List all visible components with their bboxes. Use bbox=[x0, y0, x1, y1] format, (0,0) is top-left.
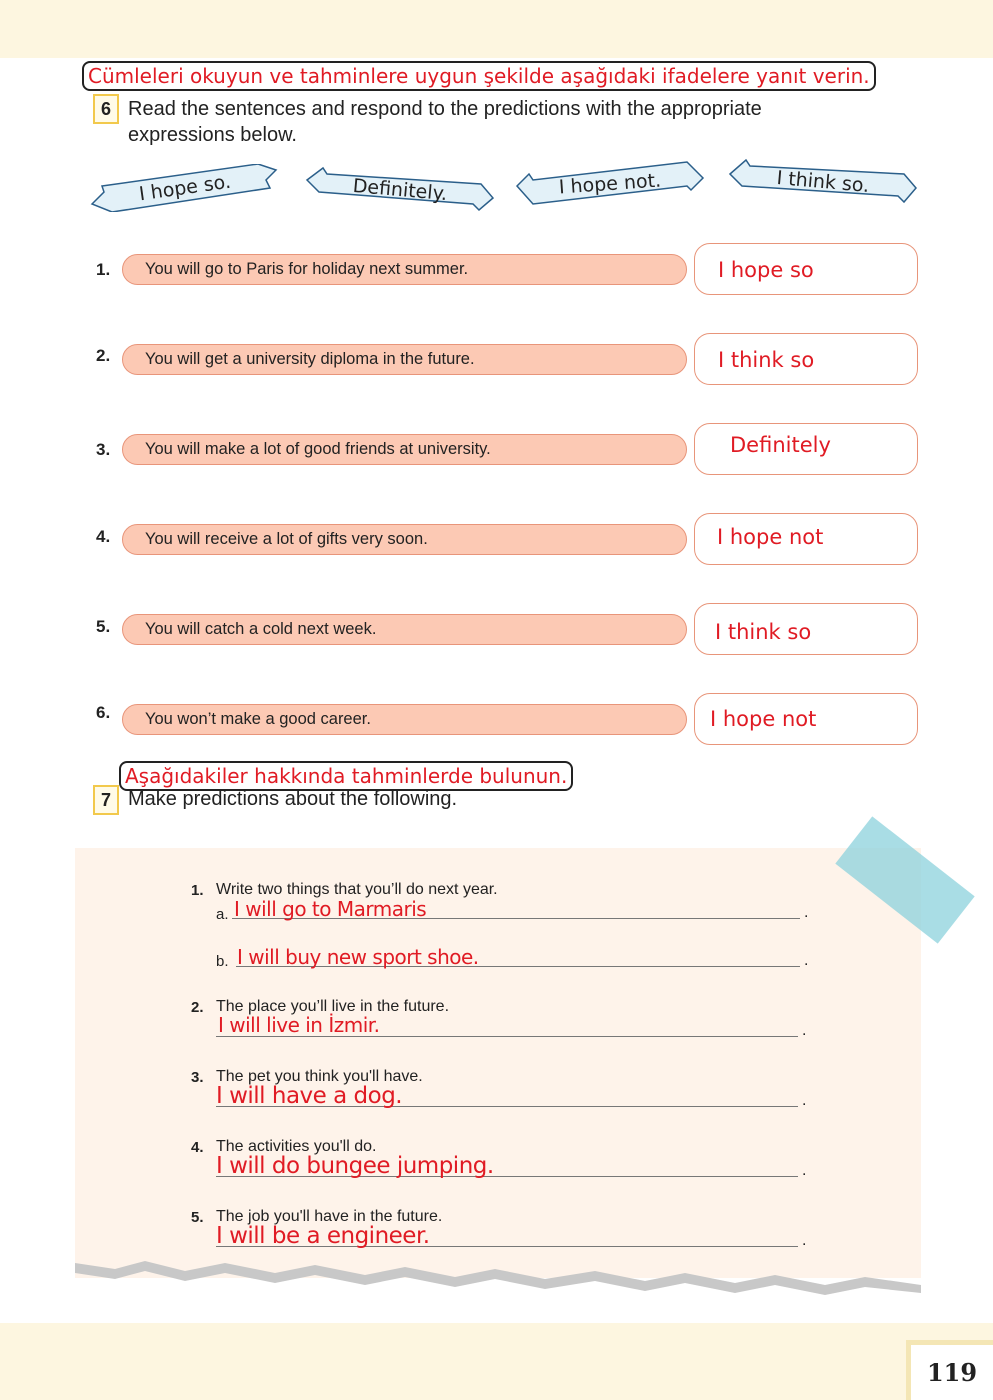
tag-label: I hope not. bbox=[558, 169, 662, 199]
sub-label-a: a. bbox=[216, 906, 229, 923]
row-number: 4. bbox=[96, 527, 111, 546]
question-text: The job you'll have in the future. bbox=[216, 1208, 443, 1225]
question-number: 1. bbox=[191, 882, 204, 899]
row-number: 2. bbox=[96, 346, 111, 365]
top-band bbox=[0, 0, 993, 58]
exercise-7-title: Make predictions about the following. bbox=[128, 788, 458, 810]
tag-label: I think so. bbox=[775, 167, 871, 197]
tag-definitely bbox=[305, 166, 495, 214]
prediction-sentence: You will go to Paris for holiday next summer. bbox=[122, 254, 687, 285]
end-period: . bbox=[804, 952, 809, 969]
handwritten-answer: I will buy new sport shoe. bbox=[237, 945, 479, 969]
question-text: The pet you think you'll have. bbox=[216, 1068, 423, 1085]
prediction-sentence: You will get a university diploma in the future. bbox=[122, 344, 687, 375]
tag-label: I hope so. bbox=[137, 170, 233, 206]
answer-text: Definitely bbox=[730, 433, 831, 457]
tag-label: Definitely. bbox=[351, 174, 449, 206]
prediction-sentence: You won’t make a good career. bbox=[122, 704, 687, 735]
answer-text: I hope so bbox=[718, 258, 814, 282]
answer-text: I think so bbox=[715, 620, 812, 644]
handwritten-answer: I will live in İzmir. bbox=[218, 1013, 380, 1037]
question-number: 2. bbox=[191, 999, 204, 1016]
answer-text: I hope not bbox=[710, 707, 817, 731]
tag-i-hope-so bbox=[90, 164, 280, 212]
row-number: 6. bbox=[96, 703, 111, 722]
end-period: . bbox=[802, 1022, 807, 1039]
end-period: . bbox=[802, 1162, 807, 1179]
end-period: . bbox=[802, 1092, 807, 1109]
row-number: 1. bbox=[96, 260, 111, 279]
question-text: The activities you'll do. bbox=[216, 1138, 377, 1155]
prediction-sentence: You will make a lot of good friends at university. bbox=[122, 434, 687, 465]
handwritten-answer: I will be a engineer. bbox=[216, 1223, 430, 1249]
answer-text: I hope not bbox=[717, 525, 824, 549]
handwritten-answer: I will have a dog. bbox=[216, 1083, 403, 1109]
torn-paper-edge bbox=[75, 1255, 921, 1310]
bottom-band bbox=[0, 1323, 993, 1400]
row-number: 5. bbox=[96, 617, 111, 636]
exercise-7-number: 7 bbox=[93, 785, 119, 815]
sub-label-b: b. bbox=[216, 953, 229, 970]
exercise-6-title-line1: Read the sentences and respond to the predictions with the appropriate bbox=[128, 98, 762, 120]
question-text: Write two things that you’ll do next year. bbox=[216, 881, 498, 898]
turkish-instruction-7: Aşağıdakiler hakkında tahminlerde bulunun. bbox=[119, 761, 573, 791]
handwritten-answer: I will do bungee jumping. bbox=[216, 1153, 494, 1179]
tag-i-hope-not bbox=[515, 160, 705, 208]
exercise-6-number: 6 bbox=[93, 94, 119, 124]
question-text: The place you’ll live in the future. bbox=[216, 998, 450, 1015]
page-number: 119 bbox=[906, 1340, 993, 1400]
handwritten-answer: I will go to Marmaris bbox=[234, 897, 427, 921]
question-number: 5. bbox=[191, 1209, 204, 1226]
end-period: . bbox=[802, 1232, 807, 1249]
row-number: 3. bbox=[96, 440, 111, 459]
prediction-sentence: You will catch a cold next week. bbox=[122, 614, 687, 645]
tag-i-think-so bbox=[728, 158, 918, 206]
answer-text: I think so bbox=[718, 348, 815, 372]
end-period: . bbox=[804, 904, 809, 921]
question-number: 4. bbox=[191, 1139, 204, 1156]
exercise-6-title-line2: expressions below. bbox=[128, 124, 297, 146]
turkish-instruction-6: Cümleleri okuyun ve tahminlere uygun şekilde aşağıdaki ifadelere yanıt verin. bbox=[82, 61, 876, 91]
prediction-sentence: You will receive a lot of gifts very soon. bbox=[122, 524, 687, 555]
question-number: 3. bbox=[191, 1069, 204, 1086]
